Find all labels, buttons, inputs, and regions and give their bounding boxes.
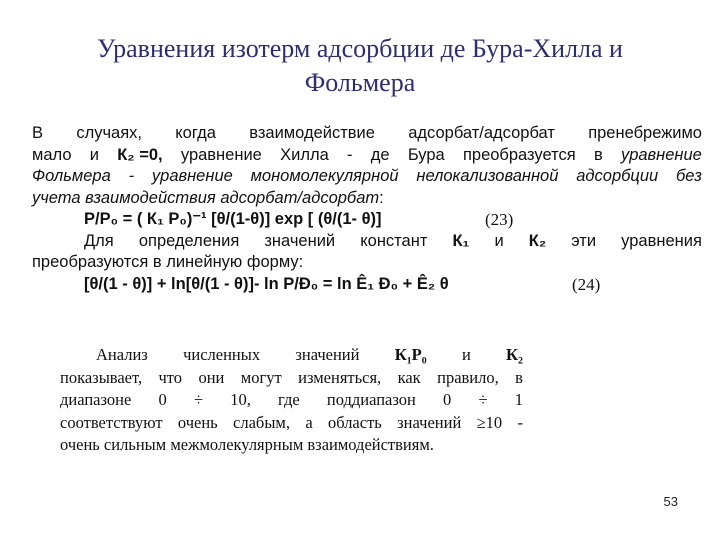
word: - [517, 412, 523, 432]
paragraph-1-line-4 [32, 188, 702, 210]
main-text-block [32, 123, 702, 295]
page-number: 53 [663, 494, 678, 509]
word: в [515, 367, 523, 387]
constant-k2: К₂ [506, 345, 523, 364]
word: Анализ [96, 345, 148, 364]
italic-phrase: учета взаимодействия адсорбат/адсорбат [32, 188, 380, 207]
word: без [676, 167, 702, 185]
word: область [327, 412, 382, 432]
word: Фольмера [32, 167, 111, 185]
analysis-paragraph [60, 344, 523, 457]
equation-23-number: (23) [485, 210, 514, 229]
word: преобразуется [462, 145, 576, 164]
equation-24-number: (24) [572, 274, 601, 294]
word: Хилла [280, 145, 329, 164]
word: показывает, [60, 367, 143, 387]
constant-k1p0: К₁P₀ [394, 345, 427, 364]
equation-23 [32, 209, 702, 231]
word: адсорбции [576, 167, 659, 185]
paragraph-3-line-2 [60, 367, 523, 390]
word: значений [264, 231, 336, 250]
word: очень [177, 412, 218, 432]
paragraph-3-line-1 [60, 344, 523, 367]
equation-23-formula: P/P₀ = ( К₁ P₀)⁻¹ [θ/(1-θ)] exp [ (θ/(1- θ)] [84, 210, 382, 228]
word: когда [175, 124, 216, 142]
paragraph-1-line-1 [32, 123, 702, 145]
word: адсорбат/адсорбат [408, 124, 555, 142]
word: Бура [407, 145, 445, 164]
word: и [494, 231, 504, 250]
word: ÷ [478, 390, 488, 409]
word: как [397, 367, 421, 387]
equation-24-formula: [θ/(1 - θ)] + ln[θ/(1 - θ)]- ln P/Đ₀ = ln Ê₁ Đ₀ + Ê₂ θ [84, 274, 449, 293]
word: - [347, 145, 353, 164]
word: правило, [437, 367, 499, 387]
word: де [370, 145, 390, 164]
word: в [593, 145, 603, 164]
constant-k2: К₂ [528, 231, 547, 250]
word: ÷ [193, 390, 203, 409]
word: констант [360, 231, 428, 250]
paragraph-3-line-5: очень сильным межмолекулярным взаимодействиям. [60, 435, 434, 454]
word: Для [84, 231, 114, 250]
word: они [198, 367, 225, 387]
slide-title-line-1: Уравнения изотерм адсорбции де Бура-Хилла и [97, 34, 623, 63]
word: слабым, [233, 412, 290, 432]
paragraph-3-line-3 [60, 389, 523, 412]
word: 1 [514, 390, 523, 409]
constant-k2: К₂ =0, [117, 145, 163, 164]
word: нелокализованной [416, 167, 559, 185]
paragraph-2-line-1 [32, 231, 702, 253]
word: уравнение [151, 167, 233, 185]
slide-title [0, 32, 720, 100]
paragraph-3-line-4 [60, 412, 523, 435]
word: 0 [443, 390, 452, 409]
word: определения [138, 231, 240, 250]
word: 0 [158, 390, 167, 409]
word: В [32, 124, 44, 142]
word: изменяться, [298, 367, 382, 387]
word: эти [571, 231, 597, 250]
slide-title-line-2: Фольмера [304, 68, 416, 97]
word: взаимодействие [249, 124, 375, 142]
constant-k1: К₁ [452, 231, 470, 250]
word: - [128, 167, 135, 185]
word: уравнения [621, 231, 702, 250]
paragraph-1-line-3 [32, 166, 702, 188]
word: ≥10 [476, 412, 503, 432]
word: а [305, 412, 313, 432]
word: значений [397, 412, 462, 432]
word: диапазоне [60, 390, 132, 409]
word: случаях, [76, 124, 142, 142]
word: и [461, 345, 471, 364]
word: мало [32, 145, 72, 164]
word: значений [295, 345, 360, 364]
word: пренебрежимо [588, 124, 702, 142]
word: соответствуют [60, 412, 163, 432]
equation-24 [32, 274, 702, 296]
word: поддиапазон [326, 390, 416, 409]
punctuation: : [379, 188, 384, 207]
word: уравнение [180, 145, 262, 164]
word: мономолекулярной [250, 167, 399, 185]
word: численных [183, 345, 261, 364]
word: где [278, 390, 300, 409]
word: могут [240, 367, 282, 387]
paragraph-2-line-2: преобразуются в линейную форму: [32, 253, 304, 271]
paragraph-1-line-2 [32, 145, 702, 167]
word: уравнение [620, 145, 702, 164]
word: что [158, 367, 183, 387]
word: и [89, 145, 99, 164]
word: 10, [230, 390, 251, 409]
